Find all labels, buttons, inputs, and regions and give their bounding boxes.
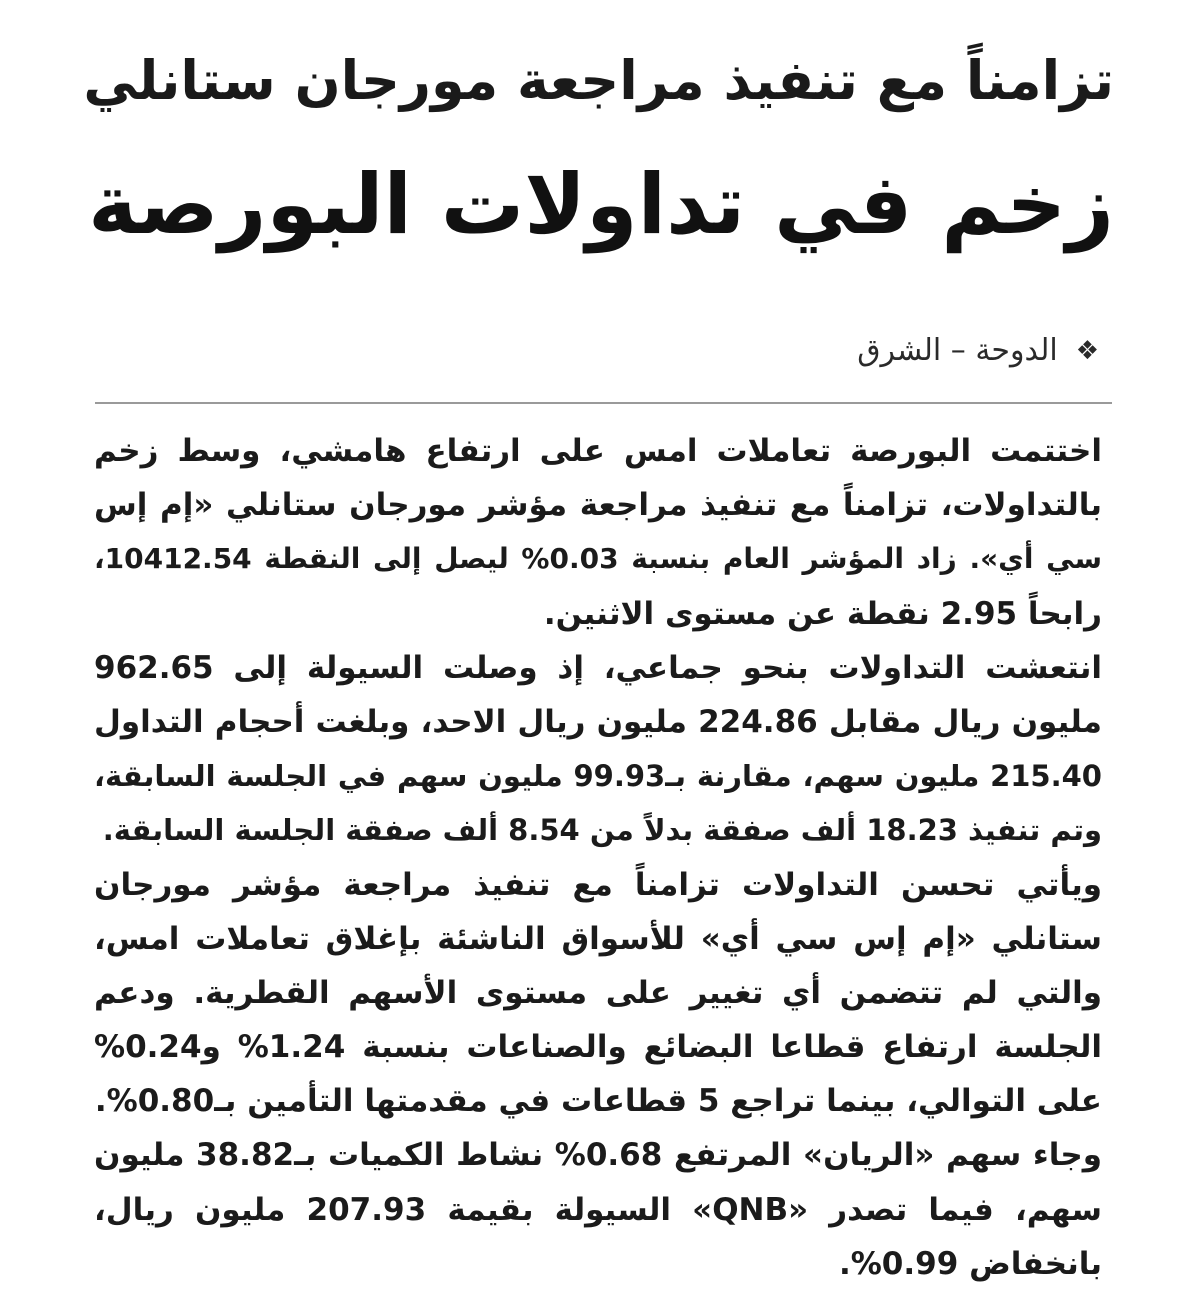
body-line: وتم تنفيذ 18.23 ألف صفقة بدلاً من 8.54 ألف صفقة الجلسة السابقة. xyxy=(102,813,1102,848)
body-line: اختتمت البورصة تعاملات امس على ارتفاع هامشي، وسط زخم xyxy=(94,433,1102,469)
article-headline: زخم في تداولات البورصة xyxy=(88,156,1114,253)
body-line: سهم، فيما تصدر «QNB» السيولة بقيمة 207.93 مليون ريال، xyxy=(94,1191,1102,1228)
body-line: وجاء سهم «الريان» المرتفع 0.68% نشاط الكميات بـ38.82 مليون xyxy=(94,1137,1102,1174)
four-diamond-bullet-icon: ❖ xyxy=(1075,336,1099,366)
body-line: سي أي». زاد المؤشر العام بنسبة 0.03% ليصل إلى النقطة 10412.54، xyxy=(94,542,1102,576)
dateline xyxy=(857,326,1099,376)
article-kicker: تزامناً مع تنفيذ مراجعة مورجان ستانلي xyxy=(83,49,1114,112)
body-line: والتي لم تتضمن أي تغيير على مستوى الأسهم القطرية. ودعم xyxy=(94,974,1102,1011)
body-line: ستانلي «إم إس سي أي» للأسواق الناشئة بإغلاق تعاملات امس، xyxy=(94,920,1102,957)
body-line: بانخفاض 0.99%. xyxy=(838,1245,1102,1282)
body-line: بالتداولات، تزامناً مع تنفيذ مراجعة مؤشر مورجان ستانلي «إم إس xyxy=(94,487,1102,524)
dateline-text: الدوحة – الشرق xyxy=(857,333,1058,368)
body-line: انتعشت التداولات بنحو جماعي، إذ وصلت السيولة إلى 962.65 xyxy=(94,649,1102,686)
article-body xyxy=(94,424,1102,1300)
body-line: الجلسة ارتفاع قطاعا البضائع والصناعات بنسبة 1.24% و0.24% xyxy=(94,1029,1102,1066)
body-line: 215.40 مليون سهم، مقارنة بـ99.93 مليون سهم في الجلسة السابقة، xyxy=(94,759,1102,794)
divider-rule xyxy=(95,402,1112,404)
body-line: ويأتي تحسن التداولات تزامناً مع تنفيذ مراجعة مؤشر مورجان xyxy=(94,866,1102,903)
body-line: مليون ريال مقابل 224.86 مليون ريال الاحد، وبلغت أحجام التداول xyxy=(94,703,1102,740)
body-line: على التوالي، بينما تراجع 5 قطاعات في مقدمتها التأمين بـ0.80%. xyxy=(94,1083,1102,1120)
body-line: رابحاً 2.95 نقطة عن مستوى الاثنين. xyxy=(543,595,1102,632)
